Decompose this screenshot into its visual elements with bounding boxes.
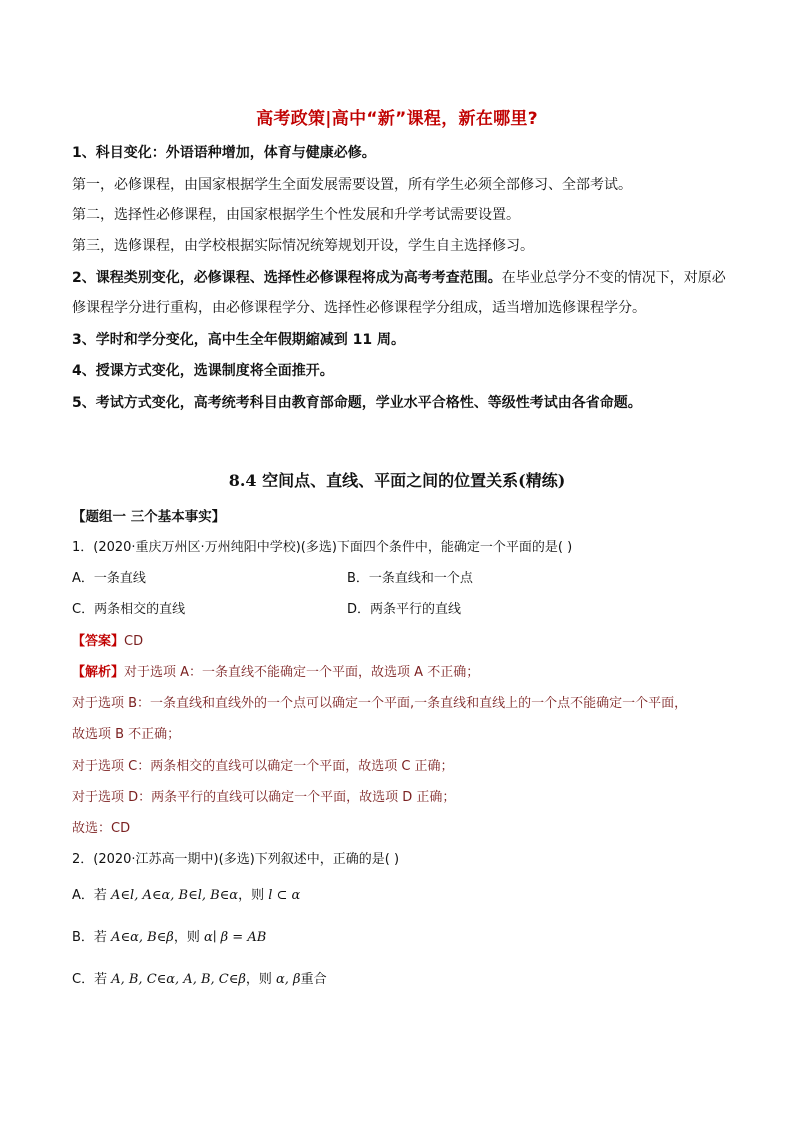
q1-option-b: B．一条直线和一个点 xyxy=(347,571,473,586)
q1-answer xyxy=(72,632,143,652)
q1-option-c: C．两条相交的直线 xyxy=(72,602,186,617)
q2-a-mid: ，则 xyxy=(238,888,269,903)
section-title: 8.4 空间点、直线、平面之间的位置关系(精练) xyxy=(228,471,566,490)
q2-option-a xyxy=(72,886,300,906)
group-heading: 【题组一 三个基本事实】 xyxy=(72,509,226,525)
q1-conclusion: 故选：CD xyxy=(72,821,131,836)
q2-a-math2: l ⊂ α xyxy=(268,888,301,903)
q1-stem: 1．(2020·重庆万州区·万州纯阳中学校)(多选)下面四个条件中，能确定一个平面的是( ) xyxy=(72,540,573,555)
q1-analysis-label: 【解析】 xyxy=(72,665,125,680)
q1-analysis-1-text: 对于选项 A：一条直线不能确定一个平面，故选项 A 不正确； xyxy=(124,665,480,680)
policy-item-1: 1、科目变化：外语语种增加，体育与健康必修。 xyxy=(72,145,376,161)
q1-option-a: A．一条直线 xyxy=(72,571,146,586)
q1-analysis-2: 对于选项 B：一条直线和直线外的一个点可以确定一个平面,一条直线和直线上的一个点不能确定一个平面， xyxy=(72,696,688,711)
policy-item-2 xyxy=(72,268,726,288)
q1-analysis-5: 对于选项 D：两条平行的直线可以确定一个平面，故选项 D 正确； xyxy=(72,790,456,805)
policy-second: 第二，选择性必修课程，由国家根据学生个性发展和升学考试需要设置。 xyxy=(72,207,520,223)
policy-item-5: 5、考试方式变化，高考统考科目由教育部命题，学业水平合格性、等级性考试由各省命题。 xyxy=(72,395,642,411)
q2-option-c xyxy=(72,970,327,990)
q2-a-prefix: A．若 xyxy=(72,888,112,903)
q2-option-b xyxy=(72,928,266,948)
q2-stem: 2．(2020·江苏高一期中)(多选)下列叙述中，正确的是( ) xyxy=(72,852,400,867)
policy-item-2-rest: 在毕业总学分不变的情况下，对原必 xyxy=(501,270,726,286)
q2-b-math2: α∣ β = AB xyxy=(203,930,267,945)
q2-c-suffix: 重合 xyxy=(300,972,327,987)
q2-a-math: A∈l, A∈α, B∈l, B∈α xyxy=(111,888,239,903)
q1-option-d: D．两条平行的直线 xyxy=(347,602,462,617)
q2-b-prefix: B．若 xyxy=(72,930,112,945)
q2-c-mid: ，则 xyxy=(245,972,276,987)
q1-analysis-1 xyxy=(72,663,479,683)
policy-item-2-continued: 修课程学分进行重构，由必修课程学分、选择性必修课程学分组成，适当增加选修课程学分。 xyxy=(72,300,646,316)
q2-b-mid: ，则 xyxy=(173,930,204,945)
q2-b-math: A∈α, B∈β xyxy=(111,930,174,945)
policy-item-4: 4、授课方式变化，选课制度将全面推开。 xyxy=(72,363,334,379)
policy-item-3: 3、学时和学分变化，高中生全年假期縮减到 11 周。 xyxy=(72,332,405,348)
q1-answer-label: 【答案】 xyxy=(72,634,125,649)
q1-answer-value: CD xyxy=(124,634,144,649)
policy-first: 第一，必修课程，由国家根据学生全面发展需要设置，所有学生必须全部修习、全部考试。 xyxy=(72,177,632,193)
policy-third: 第三，选修课程，由学校根据实际情况统筹规划开设，学生自主选择修习。 xyxy=(72,238,534,254)
policy-title: 高考政策|高中“新”课程，新在哪里? xyxy=(256,109,538,129)
q2-c-prefix: C．若 xyxy=(72,972,112,987)
q1-analysis-3: 故选项 B 不正确； xyxy=(72,727,181,742)
q2-c-math: A, B, C∈α, A, B, C∈β xyxy=(111,972,246,987)
q2-c-math2: α, β xyxy=(276,972,301,987)
policy-item-2-bold: 2、课程类别变化，必修课程、选择性必修课程将成为高考考查范围。 xyxy=(72,270,502,286)
q1-analysis-4: 对于选项 C：两条相交的直线可以确定一个平面，故选项 C 正确； xyxy=(72,759,454,774)
